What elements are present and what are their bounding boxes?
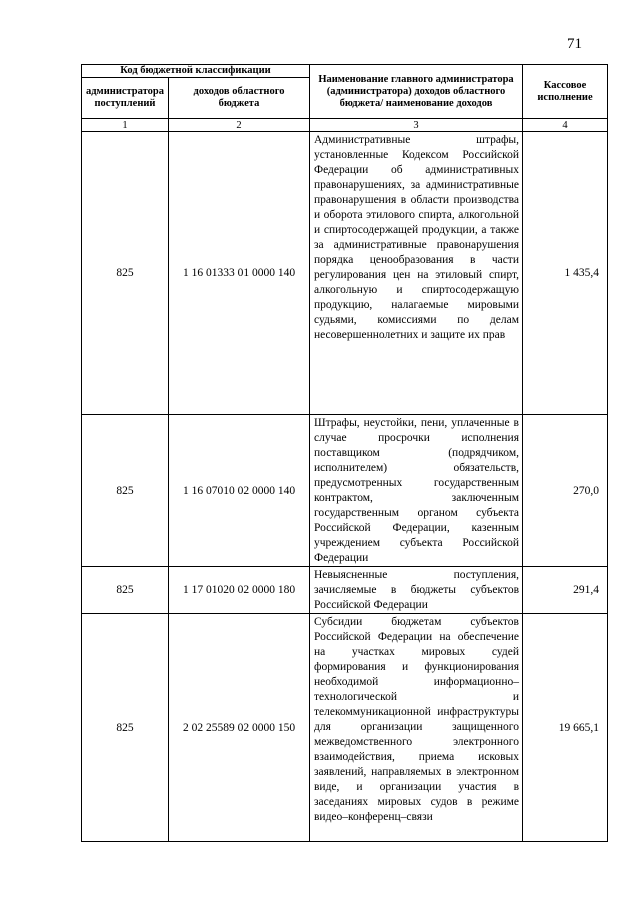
page-number: 71: [567, 36, 582, 52]
income-name: Невыясненные поступления, зачисляемые в бюджеты субъектов Российской Федерации: [310, 567, 523, 614]
cash-amount: 270,0: [523, 415, 608, 567]
income-name: Субсидии бюджетам субъектов Российской Федерации на обеспечение на участках мировых судей формирования и функционирования необходимой информационно–технологической и телекоммуникационной инфраструктуры для организации защищенного межведомственного электронного взаимодействия, приема исковых заявлений, направляемых в электронном виде, и организации участия в заседаниях мировых судов в режиме видео–конференц–связи: [310, 614, 523, 842]
admin-code: 825: [82, 132, 169, 415]
income-code: 1 17 01020 02 0000 180: [169, 567, 310, 614]
cash-amount: 291,4: [523, 567, 608, 614]
column-number-row: [82, 119, 608, 132]
income-name: Административные штрафы, установленные Кодексом Российской Федерации об административных правонарушениях, за административные правонарушения в области производства и оборота этилового спирта, алкогольной и спиртосодержащей продукции, а также за административные правонарушения порядка ценообразования в части регулирования цен на этиловый спирт, алкогольную и спиртосодержащую продукцию, налагаемые мировыми судьями, комиссиями по делам несовершеннолетних и защите их прав: [310, 132, 523, 415]
header-cash-execution: Кассовое исполнение: [523, 65, 608, 119]
budget-table: [81, 64, 608, 842]
admin-code: 825: [82, 614, 169, 842]
table-row: [82, 567, 608, 614]
header-budget-classification: Код бюджетной классификации: [82, 65, 310, 78]
admin-code: 825: [82, 415, 169, 567]
cash-amount: 1 435,4: [523, 132, 608, 415]
admin-code: 825: [82, 567, 169, 614]
header-name: Наименование главного администратора (администратора) доходов областного бюджета/ наименование доходов: [310, 65, 523, 119]
column-number: 3: [310, 119, 523, 132]
table-row: [82, 614, 608, 842]
income-code: 2 02 25589 02 0000 150: [169, 614, 310, 842]
column-number: 2: [169, 119, 310, 132]
cash-amount: 19 665,1: [523, 614, 608, 842]
income-code: 1 16 07010 02 0000 140: [169, 415, 310, 567]
table-row: [82, 132, 608, 415]
column-number: 4: [523, 119, 608, 132]
header-regional-income: доходов областного бюджета: [169, 78, 310, 119]
header-row-1: [82, 65, 608, 78]
header-admin-receipts: администратора поступлений: [82, 78, 169, 119]
income-code: 1 16 01333 01 0000 140: [169, 132, 310, 415]
table-row: [82, 415, 608, 567]
column-number: 1: [82, 119, 169, 132]
income-name: Штрафы, неустойки, пени, уплаченные в случае просрочки исполнения поставщиком (подрядчиком, исполнителем) обязательств, предусмотренных государственным контрактом, заключенным государственным органом субъекта Российской Федерации, казенным учреждением субъекта Российской Федерации: [310, 415, 523, 567]
